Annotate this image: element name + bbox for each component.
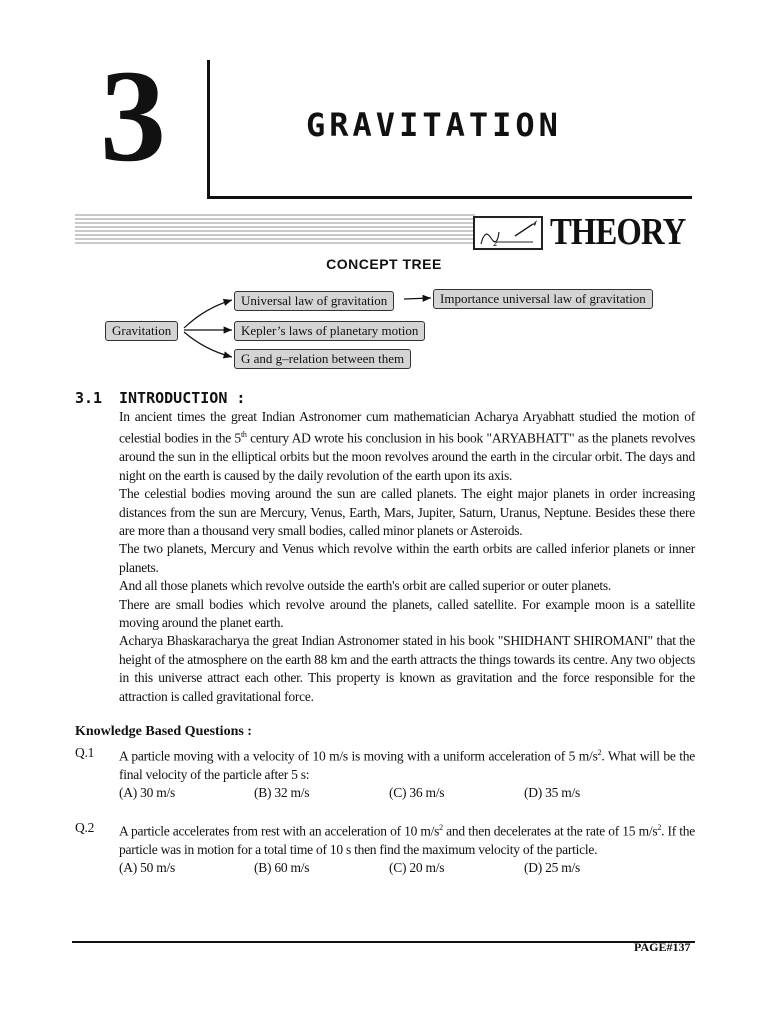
- option-d: (D) 35 m/s: [524, 785, 580, 801]
- intro-paragraph: The celestial bodies moving around the sun are called planets. The eight major planets in order increasing distances from the sun are Mercury, Venus, Earth, Mars, Jupiter, Saturn, Uranus, Neptune. Besides these there are more than a thousand very small bodies, called minor planets or Asteroids.: [119, 486, 695, 538]
- option-d: (D) 25 m/s: [524, 860, 580, 876]
- introduction-body: [119, 408, 695, 706]
- concept-tree-title: CONCEPT TREE: [326, 256, 442, 272]
- pen-writing-icon: [473, 216, 543, 250]
- intro-paragraph: And all those planets which revolve outside the earth's orbit are called superior or outer planets.: [119, 578, 612, 594]
- intro-paragraph: There are small bodies which revolve around the planets, called satellite. For example moon is a satellite moving around the planet earth.: [119, 596, 695, 630]
- section-heading: [75, 389, 245, 407]
- section-number: 3.1: [75, 389, 103, 407]
- option-a: (A) 50 m/s: [119, 860, 175, 876]
- question-options: [119, 859, 695, 877]
- question-1: [75, 744, 695, 803]
- theory-banner-stripes: [75, 214, 475, 250]
- option-a: (A) 30 m/s: [119, 785, 175, 801]
- concept-node-gravitation: Gravitation: [105, 321, 178, 341]
- page-number: PAGE#137: [634, 940, 691, 954]
- connector-root-to-universal: [184, 300, 232, 328]
- header-horizontal-rule: [207, 196, 692, 199]
- knowledge-questions-heading: Knowledge Based Questions :: [75, 724, 252, 739]
- question-options: [119, 784, 695, 802]
- concept-node-importance: Importance universal law of gravitation: [433, 289, 653, 309]
- option-b: (B) 60 m/s: [254, 860, 310, 876]
- option-b: (B) 32 m/s: [254, 785, 310, 801]
- chapter-number: 3: [100, 42, 166, 189]
- concept-node-universal-law: Universal law of gravitation: [234, 291, 394, 311]
- question-number: Q.2: [75, 820, 95, 835]
- option-c: (C) 20 m/s: [389, 860, 445, 876]
- section-title: INTRODUCTION :: [119, 389, 246, 407]
- question-text: A particle accelerates from rest with an acceleration of 10 $m/s^2$ and then decelerates at the rate of 15 $m/s^2$. If the particle was in motion for a total time of 10 s then find the maximum velocity of the particle.: [119, 823, 695, 857]
- connector-root-to-g: [184, 332, 232, 357]
- concept-node-g-relation: G and g–relation between them: [234, 349, 411, 369]
- svg-text:2: 2: [493, 240, 498, 248]
- connector-universal-to-importance: [404, 298, 431, 299]
- theory-heading: THEORY: [550, 211, 686, 253]
- intro-paragraph: Acharya Bhaskaracharya the great Indian Astronomer stated in his book "SHIDHANT SHIROMANI" that the height of the atmosphere on the earth 88 km and the earth attracts the things towards its centre. Any two objects in this universe attract each other. This property is known as gravitation and the force responsible for the attraction is called gravitational force.: [119, 633, 695, 704]
- header-vertical-rule: [207, 60, 210, 198]
- concept-node-kepler-laws: Kepler’s laws of planetary motion: [234, 321, 425, 341]
- footer-rule: [72, 941, 695, 943]
- question-text: A particle moving with a velocity of 10 m/s is moving with a uniform acceleration of 5 $m/s^2$. What will be the final velocity of the particle after 5 s:: [119, 748, 695, 782]
- question-2: [75, 819, 695, 878]
- chapter-title: GRAVITATION: [306, 106, 562, 144]
- question-number: Q.1: [75, 745, 95, 760]
- option-c: (C) 36 m/s: [389, 785, 445, 801]
- intro-paragraph: In ancient times the great Indian Astronomer cum mathematician Acharya Aryabhatt studied the motion of celestial bodies in the 5th century AD wrote his conclusion in his book "ARYABHATT" as the planets revolves around the sun in the elliptical orbits but the moon revolves around the earth in the circular orbit. The days and night on the earth is caused by the daily revolution of the earth upon its axis.: [119, 409, 696, 483]
- intro-paragraph: The two planets, Mercury and Venus which revolve within the earth orbits are called inferior planets or inner planets.: [119, 541, 695, 575]
